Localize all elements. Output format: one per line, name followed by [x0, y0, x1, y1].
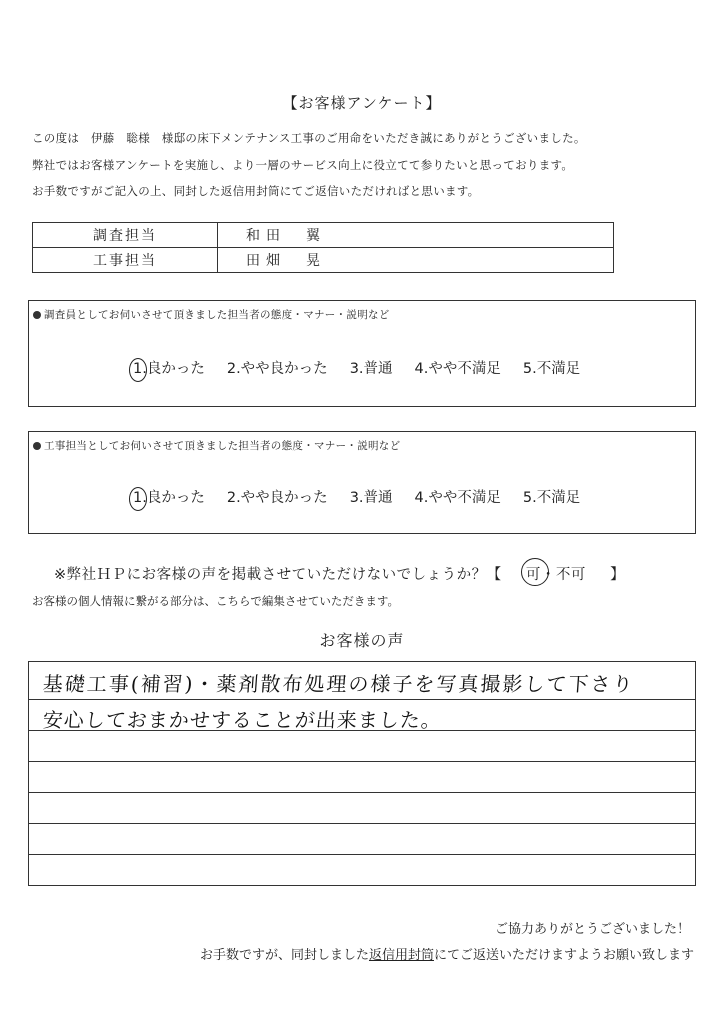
staff-table: [32, 222, 614, 273]
voice-text-line-1: 基礎工事(補習)・薬剤散布処理の様子を写真撮影して下さり: [42, 672, 636, 696]
work-staff-row: [33, 248, 614, 273]
question-2-options: [133, 486, 580, 507]
voice-text-line-2: 安心しておまかせすることが出来ました。: [42, 708, 443, 732]
question-2-label: 工事担当としてお伺いさせて頂きました担当者の態度・マナー・説明など: [33, 438, 400, 453]
q1-option-3[interactable]: 3.普通: [349, 361, 393, 377]
question-1-options: [133, 357, 580, 378]
rule-line: [29, 823, 695, 824]
rule-line: [29, 854, 695, 855]
q1-option-2[interactable]: 2.やや良かった: [226, 361, 328, 377]
q1-option-5[interactable]: 5.不満足: [522, 361, 581, 377]
intro-line-3: お手数ですがご記入の上、同封した返信用封筒にてご返信いただければと思います。: [32, 184, 480, 198]
survey-staff-label: 調査担当: [33, 223, 218, 248]
q2-option-4[interactable]: 4.やや不満足: [414, 490, 501, 506]
question-1-label: 調査員としてお伺いさせて頂きました担当者の態度・マナー・説明など: [33, 307, 390, 322]
bullet-icon: [33, 442, 41, 450]
q2-option-3[interactable]: 3.普通: [349, 490, 393, 506]
hp-separator: ・: [540, 567, 556, 583]
survey-staff-row: [33, 223, 614, 248]
rule-line: [29, 792, 695, 793]
q1-option-1[interactable]: 1.良かった: [133, 361, 205, 377]
question-1-box: [28, 300, 696, 407]
work-staff-name: 田畑 晃: [218, 248, 614, 273]
rule-line: [29, 699, 695, 700]
q2-option-2[interactable]: 2.やや良かった: [226, 490, 328, 506]
hp-option-no[interactable]: 不可: [555, 567, 586, 583]
closing-message: お手数ですが、同封しました返信用封筒にてご返送いただけますようお願い致します: [199, 948, 694, 963]
survey-staff-name: 和田 翼: [218, 223, 614, 248]
voice-title: お客様の声: [319, 631, 405, 650]
intro-line-1: この度は 伊藤 聡様 様邸の床下メンテナンス工事のご用命をいただき誠にありがとうございました。: [32, 131, 586, 145]
survey-title: 【お客様アンケート】: [282, 94, 442, 112]
work-staff-label: 工事担当: [33, 248, 218, 273]
hp-permission-question: ※弊社ＨＰにお客様の声を掲載させていただけないでしょうか？【 可・不可 】: [54, 563, 625, 584]
voice-box: [28, 661, 696, 886]
hp-note: お客様の個人情報に繋がる部分は、こちらで編集させていただきます。: [32, 594, 399, 608]
question-2-box: [28, 431, 696, 534]
q2-option-5[interactable]: 5.不満足: [522, 490, 581, 506]
q1-option-4[interactable]: 4.やや不満足: [414, 361, 501, 377]
bullet-icon: [33, 311, 41, 319]
intro-line-2: 弊社ではお客様アンケートを実施し、より一層のサービス向上に役立てて参りたいと思っております。: [32, 158, 574, 172]
rule-line: [29, 761, 695, 762]
hp-option-yes[interactable]: 可: [526, 563, 541, 584]
thanks-message: ご協力ありがとうございました！: [494, 922, 690, 937]
q2-option-1[interactable]: 1.良かった: [133, 490, 205, 506]
